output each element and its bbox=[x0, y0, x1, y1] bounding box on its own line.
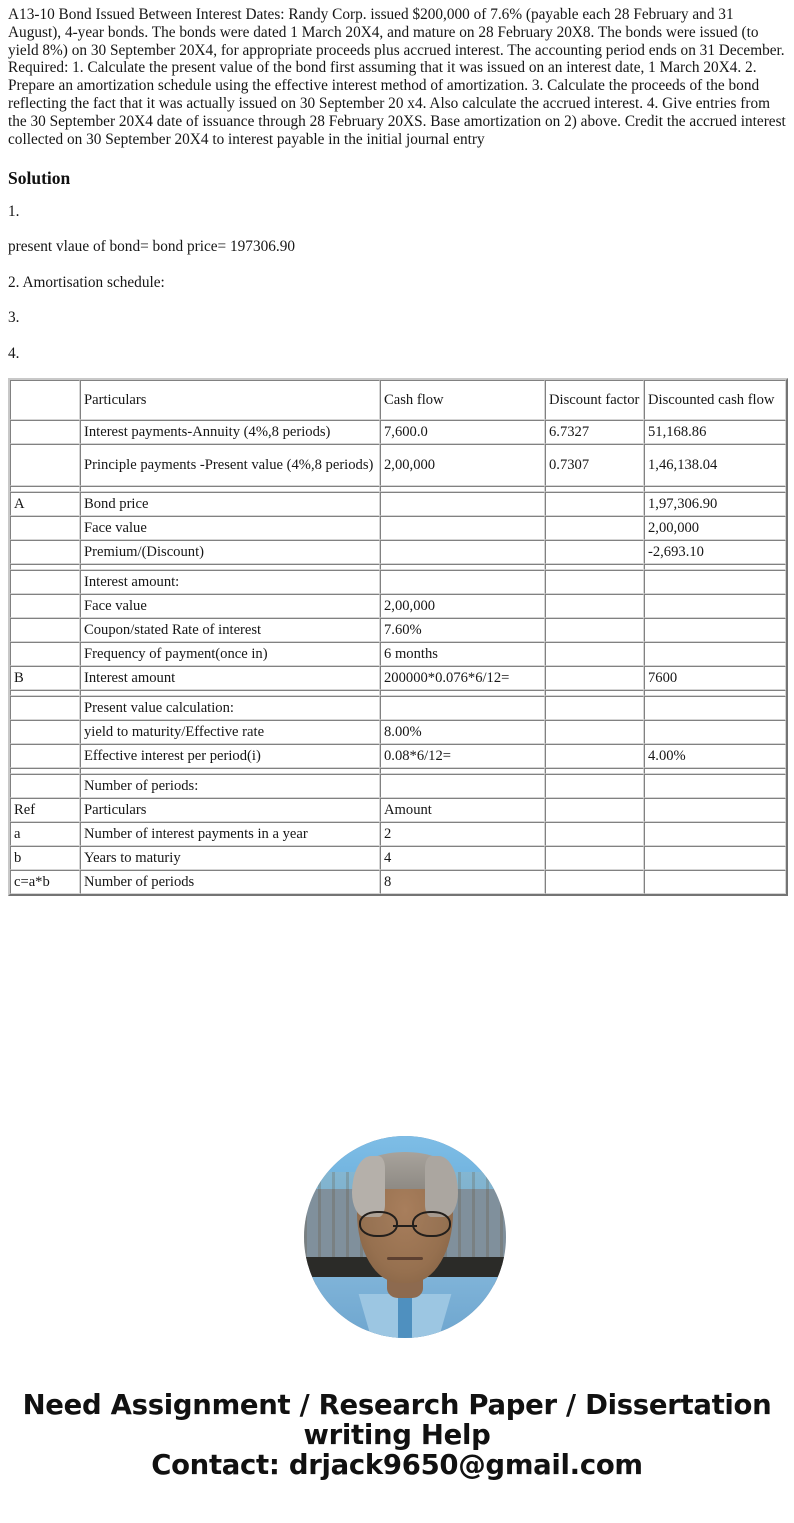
table-row bbox=[10, 822, 786, 846]
bond-price-statement: present vlaue of bond= bond price= 197306.90 bbox=[8, 238, 296, 255]
cell-discounted-cash-flow bbox=[644, 618, 786, 642]
table-row bbox=[10, 696, 786, 720]
cell-ref bbox=[10, 420, 80, 444]
cell-discount-factor bbox=[545, 666, 644, 690]
promo-line-3: Contact: drjack9650@gmail.com bbox=[151, 1449, 643, 1481]
cell-particulars: Bond price bbox=[80, 492, 380, 516]
cell-particulars: Number of periods: bbox=[80, 774, 380, 798]
cell-cash-flow: 4 bbox=[380, 846, 545, 870]
table-row bbox=[10, 420, 786, 444]
cell-cash-flow: 2,00,000 bbox=[380, 444, 545, 486]
cell-particulars: Principle payments -Present value (4%,8 periods) bbox=[80, 444, 380, 486]
promo-line-2: writing Help bbox=[303, 1419, 491, 1451]
cell-cash-flow bbox=[380, 570, 545, 594]
cell-particulars: Face value bbox=[80, 594, 380, 618]
table-row bbox=[10, 618, 786, 642]
cell-ref bbox=[10, 720, 80, 744]
table-row bbox=[10, 744, 786, 768]
solution-heading: Solution bbox=[8, 168, 71, 189]
cell-particulars: Frequency of payment(once in) bbox=[80, 642, 380, 666]
cell-ref bbox=[10, 618, 80, 642]
cell-particulars: Face value bbox=[80, 516, 380, 540]
cell-ref: B bbox=[10, 666, 80, 690]
cell-discounted-cash-flow bbox=[644, 846, 786, 870]
cell-ref: a bbox=[10, 822, 80, 846]
table-row bbox=[10, 870, 786, 894]
avatar-glasses-bridge bbox=[393, 1225, 417, 1228]
cell-cash-flow: 7.60% bbox=[380, 618, 545, 642]
cell-ref: c=a*b bbox=[10, 870, 80, 894]
cell-cash-flow: 7,600.0 bbox=[380, 420, 545, 444]
cell-discount-factor bbox=[545, 618, 644, 642]
cell-discount-factor bbox=[545, 720, 644, 744]
cell-discount-factor bbox=[545, 798, 644, 822]
bond-table-body bbox=[10, 380, 786, 894]
cell-discount-factor bbox=[545, 492, 644, 516]
cell-cash-flow bbox=[380, 696, 545, 720]
solution-step-3: 3. bbox=[8, 309, 20, 326]
cell-discount-factor bbox=[545, 516, 644, 540]
avatar-container bbox=[8, 1136, 794, 1338]
cell-discount-factor bbox=[545, 540, 644, 564]
table-row bbox=[10, 798, 786, 822]
cell-discounted-cash-flow bbox=[644, 642, 786, 666]
cell-discount-factor bbox=[545, 822, 644, 846]
table-row bbox=[10, 774, 786, 798]
cell-discounted-cash-flow: -2,693.10 bbox=[644, 540, 786, 564]
cell-cash-flow bbox=[380, 516, 545, 540]
solution-step-2: 2. Amortisation schedule: bbox=[8, 273, 165, 291]
cell-cash-flow: 8.00% bbox=[380, 720, 545, 744]
table-row bbox=[10, 516, 786, 540]
cell-discounted-cash-flow bbox=[644, 870, 786, 894]
header-cell-discount-factor: Discount factor bbox=[545, 380, 644, 420]
cell-discounted-cash-flow bbox=[644, 696, 786, 720]
cell-particulars: Interest payments-Annuity (4%,8 periods) bbox=[80, 420, 380, 444]
cell-cash-flow: 2,00,000 bbox=[380, 594, 545, 618]
cell-particulars: Present value calculation: bbox=[80, 696, 380, 720]
cell-discount-factor bbox=[545, 642, 644, 666]
cell-particulars: Interest amount bbox=[80, 666, 380, 690]
cell-discounted-cash-flow bbox=[644, 570, 786, 594]
cell-discount-factor bbox=[545, 846, 644, 870]
cell-discounted-cash-flow bbox=[644, 798, 786, 822]
cell-cash-flow bbox=[380, 492, 545, 516]
bond-calculation-table bbox=[8, 378, 788, 896]
avatar-hair-left bbox=[352, 1156, 384, 1217]
cell-discount-factor bbox=[545, 870, 644, 894]
table-row bbox=[10, 444, 786, 486]
cell-ref: b bbox=[10, 846, 80, 870]
cell-cash-flow: 6 months bbox=[380, 642, 545, 666]
cell-discounted-cash-flow: 51,168.86 bbox=[644, 420, 786, 444]
cell-ref bbox=[10, 444, 80, 486]
cell-ref bbox=[10, 744, 80, 768]
header-cell-particulars: Particulars bbox=[80, 380, 380, 420]
cell-cash-flow: Amount bbox=[380, 798, 545, 822]
table-row bbox=[10, 570, 786, 594]
cell-discounted-cash-flow: 1,97,306.90 bbox=[644, 492, 786, 516]
cell-ref bbox=[10, 516, 80, 540]
cell-ref bbox=[10, 642, 80, 666]
cell-particulars: Number of periods bbox=[80, 870, 380, 894]
cell-particulars: Number of interest payments in a year bbox=[80, 822, 380, 846]
header-cell-discounted-cash-flow: Discounted cash flow bbox=[644, 380, 786, 420]
table-row bbox=[10, 846, 786, 870]
cell-discount-factor: 6.7327 bbox=[545, 420, 644, 444]
cell-cash-flow bbox=[380, 540, 545, 564]
cell-ref bbox=[10, 570, 80, 594]
cell-discount-factor bbox=[545, 774, 644, 798]
cell-cash-flow: 200000*0.076*6/12= bbox=[380, 666, 545, 690]
header-cell-ref bbox=[10, 380, 80, 420]
cell-discounted-cash-flow bbox=[644, 822, 786, 846]
cell-ref bbox=[10, 594, 80, 618]
cell-discounted-cash-flow bbox=[644, 774, 786, 798]
promo-block bbox=[8, 1390, 786, 1480]
avatar-glasses bbox=[359, 1211, 452, 1237]
cell-ref bbox=[10, 774, 80, 798]
cell-cash-flow: 2 bbox=[380, 822, 545, 846]
cell-discount-factor bbox=[545, 594, 644, 618]
cell-discounted-cash-flow: 7600 bbox=[644, 666, 786, 690]
table-row bbox=[10, 540, 786, 564]
cell-discounted-cash-flow bbox=[644, 720, 786, 744]
cell-particulars: Premium/(Discount) bbox=[80, 540, 380, 564]
cell-cash-flow bbox=[380, 774, 545, 798]
solution-step-1: 1. bbox=[8, 202, 20, 220]
cell-ref: A bbox=[10, 492, 80, 516]
cell-particulars: Coupon/stated Rate of interest bbox=[80, 618, 380, 642]
table-header-row bbox=[10, 380, 786, 420]
cell-cash-flow: 8 bbox=[380, 870, 545, 894]
header-cell-cash-flow: Cash flow bbox=[380, 380, 545, 420]
promo-line-1: Need Assignment / Research Paper / Dissertation bbox=[22, 1389, 772, 1421]
cell-discount-factor bbox=[545, 570, 644, 594]
table-row bbox=[10, 492, 786, 516]
table-row bbox=[10, 594, 786, 618]
cell-discount-factor: 0.7307 bbox=[545, 444, 644, 486]
cell-particulars: Effective interest per period(i) bbox=[80, 744, 380, 768]
avatar-lens-left bbox=[359, 1211, 398, 1237]
cell-discount-factor bbox=[545, 696, 644, 720]
cell-discounted-cash-flow: 1,46,138.04 bbox=[644, 444, 786, 486]
cell-ref bbox=[10, 540, 80, 564]
cell-particulars: Years to maturiy bbox=[80, 846, 380, 870]
cell-particulars: yield to maturity/Effective rate bbox=[80, 720, 380, 744]
solution-step-4: 4. bbox=[8, 344, 20, 362]
table-row bbox=[10, 666, 786, 690]
question-paragraph: A13-10 Bond Issued Between Interest Dates: Randy Corp. issued $200,000 of 7.6% (payable each 28 February and 31 August), 4-year bonds. The bonds were dated 1 March 20X4, and mature on 28 February 20X8. The bonds were issued (to yield 8%) on 30 September 20X4, for appropriate proceeds plus accrued interest. The accounting period ends on 31 December. Required: 1. Calculate the present value of the bond first assuming that it was issued on an interest date, 1 March 20X4. 2. Prepare an amortization schedule using the effective interest method of amortization. 3. Calculate the proceeds of the bond reflecting the fact that it was actually issued on 30 September 20 x4. Also calculate the accrued interest. 4. Give entries from the 30 September 20X4 date of issuance through 28 February 20XS. Base amortization on 2) above. Credit the accrued interest collected on 30 September 20X4 to interest payable in the initial journal entry bbox=[8, 6, 786, 148]
avatar-mouth bbox=[387, 1257, 423, 1260]
avatar-lens-right bbox=[412, 1211, 451, 1237]
cell-particulars: Particulars bbox=[80, 798, 380, 822]
cell-discounted-cash-flow: 2,00,000 bbox=[644, 516, 786, 540]
cell-discounted-cash-flow bbox=[644, 594, 786, 618]
cell-ref bbox=[10, 696, 80, 720]
table-row bbox=[10, 720, 786, 744]
cell-discount-factor bbox=[545, 744, 644, 768]
table-row bbox=[10, 642, 786, 666]
avatar bbox=[304, 1136, 506, 1338]
cell-ref: Ref bbox=[10, 798, 80, 822]
cell-particulars: Interest amount: bbox=[80, 570, 380, 594]
cell-cash-flow: 0.08*6/12= bbox=[380, 744, 545, 768]
cell-discounted-cash-flow: 4.00% bbox=[644, 744, 786, 768]
